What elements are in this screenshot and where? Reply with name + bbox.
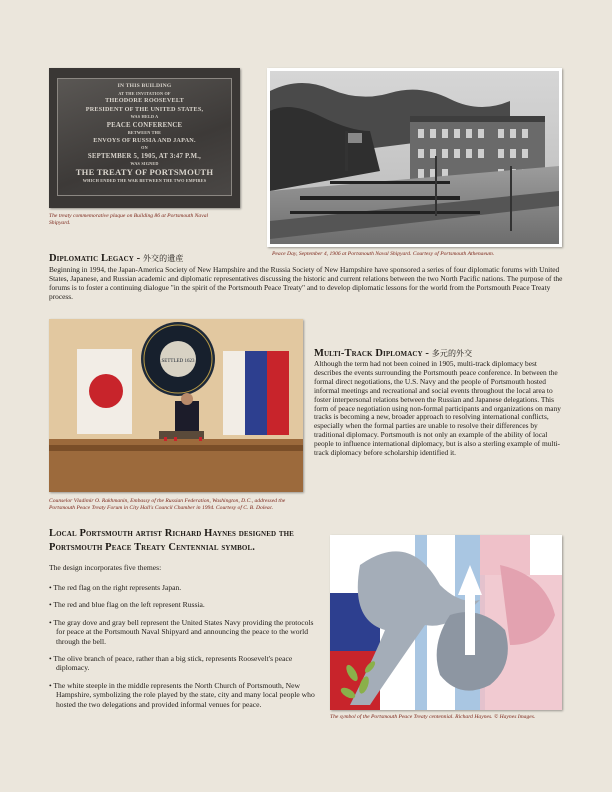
diplomatic-legacy-body: Beginning in 1994, the Japan-America Society of New Hampshire and the Russia Society of New Hampshire have sponsored a series of four diplomatic forums with United States, Japanese, and Russian academic and diplomatic representatives discussing the historic and current relations between the two North Pacific nations. The purpose of the forums is to foster a continuing dialogue "in the spirit of the Portsmouth Peace Treaty" and to develop diplomatic lessons for the world from the Portsmouth Peace Treaty process. bbox=[49, 265, 563, 301]
centennial-theme-item bbox=[49, 600, 321, 609]
parade-photo-image bbox=[270, 71, 559, 244]
parade-photo bbox=[267, 68, 562, 247]
centennial-symbol-image bbox=[330, 535, 562, 710]
centennial-theme-item bbox=[49, 654, 321, 673]
plaque-line: WAS HELD A bbox=[130, 114, 159, 120]
centennial-intro: The design incorporates five themes: bbox=[49, 563, 162, 572]
plaque-line: AT THE INVITATION OF bbox=[118, 90, 171, 96]
plaque-line: THEODORE ROOSEVELT bbox=[105, 97, 184, 105]
plaque-line: BETWEEN THE bbox=[127, 130, 162, 135]
centennial-theme-item bbox=[49, 618, 321, 646]
bullet-icon: • bbox=[49, 583, 54, 592]
plaque-line: SEPTEMBER 5, 1905, AT 3:47 P.M., bbox=[87, 152, 202, 160]
plaque-plate bbox=[57, 78, 232, 196]
centennial-theme-text: The red flag on the right represents Japan. bbox=[53, 583, 182, 592]
forum-photo bbox=[49, 319, 303, 492]
forum-photo-image bbox=[49, 319, 303, 492]
centennial-title-line2: Portsmouth Peace Treaty Centennial symbol. bbox=[49, 542, 255, 553]
parade-caption: Peace Day, September 4, 1906 at Portsmouth Naval Shipyard. Courtesy of Portsmouth Athenaeum. bbox=[272, 251, 495, 257]
diplomatic-legacy-title: Diplomatic Legacy - bbox=[49, 253, 141, 264]
plaque-caption: The treaty commemorative plaque on Building 86 at Portsmouth Naval Shipyard. bbox=[49, 213, 209, 226]
centennial-theme-text: The red and blue flag on the left represent Russia. bbox=[53, 600, 205, 610]
bullet-icon: • bbox=[49, 680, 54, 690]
symbol-caption: The symbol of the Portsmouth Peace Treaty centennial. Richard Haynes. © Haynes Images. bbox=[330, 714, 536, 720]
multi-track-title: Multi-Track Diplomacy - bbox=[314, 348, 430, 359]
plaque-line: PEACE CONFERENCE bbox=[106, 121, 183, 129]
centennial-theme-text: The olive branch of peace, rather than a big stick, represents Roosevelt's peace diplomacy. bbox=[53, 654, 293, 673]
plaque-line: THE TREATY OF PORTSMOUTH bbox=[75, 167, 214, 178]
seal-center-text: SETTLED 1623 bbox=[161, 359, 195, 364]
centennial-heading bbox=[49, 527, 324, 555]
bullet-icon: • bbox=[49, 617, 54, 627]
plaque-photo bbox=[49, 68, 240, 208]
bullet-icon: • bbox=[49, 654, 54, 664]
centennial-theme-text: The gray dove and gray bell represent the United States Navy providing the protocols for peace at the Portsmouth Naval Shipyard and announcing the peace to the world through the bell. bbox=[53, 617, 314, 646]
centennial-theme-list bbox=[49, 583, 321, 717]
multi-track-heading bbox=[314, 348, 472, 359]
centennial-theme-text: The white steeple in the middle represents the North Church of Portsmouth, New Hampshire, symbolizing the role played by the state, city and many local people who hosted the two delegations and provided informal venues for peace. bbox=[53, 680, 315, 709]
multi-track-body: Although the term had not been coined in 1905, multi-track diplomacy best describes the events surrounding the Portsmouth peace conference. In between the formal direct negotiations, the U.S. Navy and the people of Portsmouth hosted informal meetings and recreational and social events throughout the local area to foster interpersonal relations between the Russian and Japanese delegations. This form of peace negotiation using non-formal participants and organizations on many tracks is becoming a new, broader approach to resolving international conflicts, especially when the formal parties are unable to resolve their differences by traditional diplomacy. Portsmouth is not only an example of the ability of local people to influence international diplomacy, but is also a sterling example of multi-track diplomacy before scholarship identified it. bbox=[314, 359, 561, 458]
plaque-line: WAS SIGNED bbox=[130, 160, 159, 166]
centennial-theme-item bbox=[49, 681, 321, 709]
centennial-title-line1: Local Portsmouth artist Richard Haynes designed the bbox=[49, 528, 294, 539]
plaque-line: WHICH ENDED THE WAR BETWEEN THE TWO EMPIRES bbox=[82, 178, 207, 183]
bullet-icon: • bbox=[49, 600, 54, 610]
centennial-symbol bbox=[330, 535, 562, 710]
plaque-line: PRESIDENT OF THE UNITED STATES, bbox=[85, 105, 204, 113]
diplomatic-legacy-title-cn: 外交的遺産 bbox=[142, 254, 184, 263]
centennial-theme-item bbox=[49, 583, 321, 592]
plaque-line: ENVOYS OF RUSSIA AND JAPAN. bbox=[93, 136, 196, 144]
plaque-inscription bbox=[62, 83, 227, 185]
diplomatic-legacy-heading bbox=[49, 253, 183, 264]
plaque-line: IN THIS BUILDING bbox=[117, 83, 172, 89]
plaque-line: ON bbox=[141, 145, 148, 150]
forum-caption: Counselor Vladimir O. Rakhmanin, Embassy of the Russian Federation, Washington, D.C., addressed the Portsmouth Peace Treaty Forum in City Hall's Council Chamber in 1994. Courtesy of C. B. Doleac. bbox=[49, 498, 286, 511]
multi-track-title-cn: 多元的外交 bbox=[431, 349, 473, 358]
